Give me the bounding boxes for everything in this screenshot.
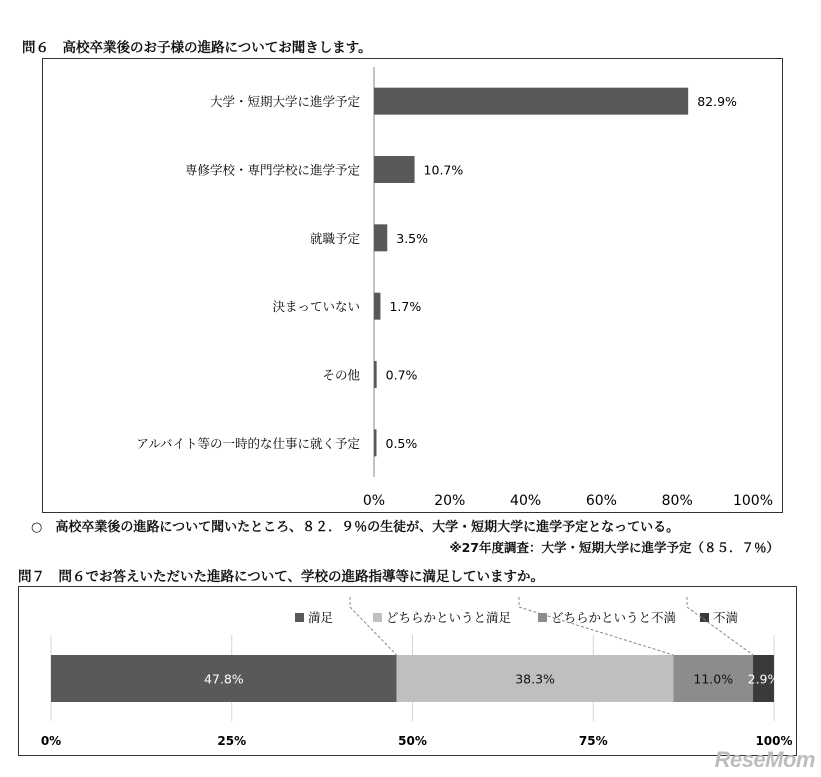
- data-label: 10.7%: [423, 162, 464, 178]
- x-tick-label: 0%: [40, 734, 62, 748]
- bar: [374, 156, 415, 183]
- bar: [374, 361, 377, 388]
- summary-line: ○ 高校卒業後の進路について聞いたところ、８２．９％の生徒が、大学・短期大学に進学予定となっている。: [31, 520, 680, 535]
- legend-swatch: [295, 613, 304, 622]
- category-label: 決まっていない: [272, 299, 360, 315]
- q6-title: 問６ 高校卒業後のお子様の進路についてお聞きします。: [22, 40, 372, 56]
- category-label: 就職予定: [309, 230, 360, 246]
- data-label: 3.5%: [396, 230, 429, 246]
- x-tick-label: 100%: [755, 734, 793, 748]
- legend-swatch: [373, 613, 382, 622]
- category-label: 専修学校・専門学校に進学予定: [184, 162, 360, 178]
- leader-line: [350, 597, 397, 655]
- segment-label: 38.3%: [515, 671, 555, 687]
- data-label: 0.7%: [385, 367, 418, 383]
- x-tick-label: 20%: [434, 493, 466, 509]
- legend-label: 満足: [308, 610, 334, 625]
- bar: [374, 88, 688, 115]
- bar: [374, 224, 387, 251]
- data-label: 1.7%: [389, 299, 422, 315]
- leader-line: [687, 597, 753, 655]
- q6-chart-frame: [42, 58, 783, 513]
- q7-stacked-bar-chart: [19, 587, 795, 754]
- category-label: アルバイト等の一時的な仕事に就く予定: [136, 435, 360, 451]
- previous-year-note: ※27年度調査：大学・短期大学に進学予定（８５．７％）: [449, 540, 779, 555]
- data-label: 0.5%: [385, 435, 418, 451]
- legend-swatch: [538, 613, 547, 622]
- segment-label: 47.8%: [203, 671, 244, 687]
- category-label: 大学・短期大学に進学予定: [209, 94, 360, 110]
- x-tick-label: 40%: [510, 493, 542, 509]
- x-tick-label: 25%: [217, 734, 247, 748]
- leader-line: [519, 597, 677, 655]
- x-tick-label: 80%: [661, 493, 693, 509]
- bar: [374, 429, 377, 456]
- q7-chart-frame: [18, 586, 797, 756]
- q6-bar-chart: [43, 59, 781, 511]
- x-tick-label: 100%: [732, 493, 774, 509]
- x-tick-label: 75%: [578, 734, 608, 748]
- legend-label: 不満: [713, 610, 739, 625]
- x-tick-label: 50%: [398, 734, 427, 748]
- category-label: その他: [322, 367, 360, 383]
- q7-title: 問７ 問６でお答えいただいた進路について、学校の進路指導等に満足していますか。: [18, 569, 544, 585]
- resemom-logo: ReseMom: [714, 747, 815, 772]
- x-tick-label: 0%: [362, 493, 386, 509]
- bar: [374, 293, 380, 320]
- legend-label: どちらかというと不満: [551, 610, 677, 625]
- x-tick-label: 60%: [585, 493, 617, 509]
- data-label: 82.9%: [697, 94, 737, 110]
- segment-label: 2.9%: [747, 671, 780, 687]
- segment-label: 11.0%: [693, 671, 734, 687]
- legend-label: どちらかというと満足: [386, 610, 512, 625]
